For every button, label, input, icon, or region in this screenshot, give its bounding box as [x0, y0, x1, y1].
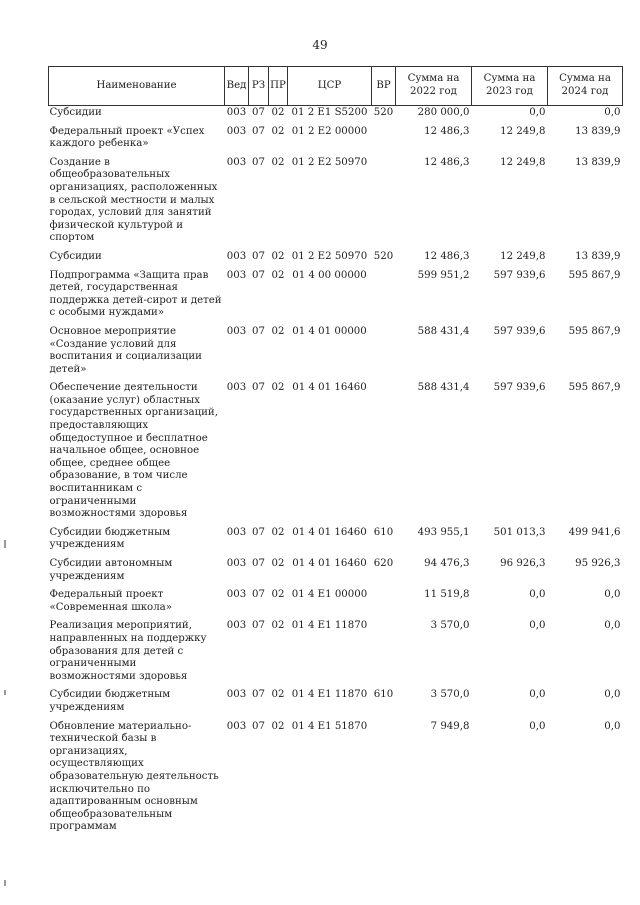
- cell-rz: 07: [252, 689, 265, 701]
- cell-ved: 003: [226, 620, 247, 632]
- page-number: 49: [312, 38, 328, 52]
- cell-csr: 01 4 01 00000: [292, 325, 367, 337]
- cell-vr: [372, 381, 396, 526]
- cell-sum-2023: 12 249,8: [500, 156, 546, 168]
- cell-name: Субсидии бюджетным учреждениям: [49, 526, 171, 551]
- cell-name: Основное мероприятие «Создание условий для воспитания и социализации детей»: [49, 325, 202, 375]
- cell-vr: [372, 588, 396, 619]
- cell-name: Субсидии бюджетным учреждениям: [49, 689, 171, 713]
- cell-pr: 02: [271, 382, 285, 394]
- table-body: [49, 106, 623, 839]
- table-row: [49, 269, 623, 325]
- budget-table: [48, 66, 623, 839]
- cell-sum-2024: 13 839,9: [575, 156, 621, 168]
- cell-vr: 520: [373, 107, 394, 118]
- table-row: [49, 619, 623, 688]
- cell-sum-2023: 12 249,8: [500, 125, 546, 137]
- scan-mark: [4, 540, 6, 548]
- cell-pr: 02: [271, 720, 285, 732]
- cell-sum-2024: 499 941,6: [568, 526, 621, 538]
- cell-sum-2022: 11 519,8: [424, 589, 470, 601]
- cell-rz: 07: [252, 156, 265, 168]
- cell-vr: 610: [373, 689, 394, 701]
- cell-sum-2023: 96 926,3: [500, 558, 546, 569]
- header-sum-2023: Сумма на 2023 год: [472, 67, 548, 106]
- cell-sum-2023: 501 013,3: [493, 526, 546, 538]
- cell-vr: [372, 156, 396, 250]
- cell-sum-2023: 0,0: [529, 620, 546, 632]
- cell-rz: 07: [252, 558, 265, 569]
- cell-rz: 07: [252, 269, 265, 281]
- cell-csr: 01 2 E2 50970: [291, 156, 368, 168]
- cell-pr: 02: [271, 526, 285, 538]
- cell-sum-2024: 0,0: [604, 107, 621, 118]
- cell-ved: 003: [226, 558, 247, 569]
- cell-pr: 02: [271, 125, 285, 137]
- cell-ved: 003: [226, 156, 247, 168]
- cell-sum-2023: 597 939,6: [493, 325, 546, 337]
- cell-csr: 01 4 E1 51870: [291, 720, 368, 732]
- cell-rz: 07: [252, 620, 265, 632]
- cell-rz: 07: [252, 382, 265, 394]
- cell-name: Федеральный проект «Современная школа»: [49, 589, 172, 613]
- cell-rz: 07: [252, 325, 265, 337]
- table-header-row: [49, 67, 623, 106]
- table-row: [49, 688, 623, 719]
- cell-pr: 02: [271, 620, 285, 632]
- cell-name: Обновление материально-технической базы в организациях, осуществляющих образовательную деятельность исключительно по адаптированным основным общеобразовательным программам: [49, 720, 219, 833]
- cell-csr: 01 4 01 16460: [292, 382, 367, 394]
- cell-name: Субсидии автономным учреждениям: [49, 558, 173, 582]
- cell-pr: 02: [271, 689, 285, 701]
- cell-vr: 610: [373, 526, 394, 538]
- table-row: [49, 526, 623, 557]
- cell-rz: 07: [252, 125, 265, 137]
- cell-csr: 01 4 E1 11870: [291, 620, 368, 632]
- cell-vr: 620: [373, 558, 394, 569]
- cell-vr: [372, 720, 396, 839]
- header-rz: РЗ: [249, 67, 269, 106]
- cell-csr: 01 4 E1 00000: [291, 589, 368, 601]
- cell-sum-2022: 7 949,8: [430, 720, 470, 732]
- cell-ved: 003: [226, 589, 247, 601]
- cell-rz: 07: [252, 720, 265, 732]
- cell-sum-2022: 94 476,3: [424, 558, 470, 569]
- cell-ved: 003: [226, 125, 247, 137]
- cell-sum-2024: 595 867,9: [568, 269, 621, 281]
- cell-ved: 003: [226, 382, 247, 394]
- cell-rz: 07: [252, 526, 265, 538]
- scan-mark: [4, 880, 6, 886]
- cell-sum-2022: 12 486,3: [424, 125, 470, 137]
- cell-sum-2023: 597 939,6: [493, 269, 546, 281]
- cell-sum-2022: 3 570,0: [430, 620, 470, 632]
- cell-csr: 01 4 01 16460: [292, 526, 367, 538]
- cell-sum-2024: 95 926,3: [575, 558, 621, 569]
- table-row: [49, 381, 623, 526]
- cell-sum-2023: 0,0: [529, 720, 546, 732]
- cell-sum-2022: 280 000,0: [417, 107, 470, 118]
- header-ved: Вед: [225, 67, 249, 106]
- cell-sum-2022: 588 431,4: [417, 382, 470, 394]
- cell-csr: 01 4 01 16460: [292, 558, 367, 569]
- cell-rz: 07: [252, 250, 265, 262]
- cell-vr: [372, 619, 396, 688]
- cell-sum-2022: 12 486,3: [424, 156, 470, 168]
- header-vr: ВР: [372, 67, 396, 106]
- cell-rz: 07: [252, 589, 265, 601]
- cell-sum-2024: 595 867,9: [568, 325, 621, 337]
- cell-pr: 02: [271, 558, 285, 569]
- cell-sum-2024: 13 839,9: [575, 125, 621, 137]
- cell-csr: 01 4 00 00000: [292, 269, 367, 281]
- table-row: [49, 588, 623, 619]
- cell-ved: 003: [226, 269, 247, 281]
- cell-csr: 01 4 E1 11870: [291, 689, 368, 701]
- table-row: [49, 125, 623, 156]
- cell-pr: 02: [271, 589, 285, 601]
- cell-vr: [372, 125, 396, 156]
- cell-name: Субсидии: [49, 250, 102, 262]
- header-name: Наименование: [49, 67, 225, 106]
- cell-vr: [372, 269, 396, 325]
- cell-vr: 520: [373, 250, 394, 262]
- cell-name: Федеральный проект «Успех каждого ребенка»: [49, 125, 205, 150]
- cell-ved: 003: [226, 689, 247, 701]
- cell-sum-2022: 3 570,0: [430, 689, 470, 701]
- cell-sum-2022: 493 955,1: [417, 526, 470, 538]
- cell-csr: 01 2 E2 00000: [291, 125, 368, 137]
- cell-name: Создание в общеобразовательных организациях, расположенных в сельской местности и малых городах, условий для занятий физической культурой и спортом: [49, 156, 218, 244]
- table-row: [49, 156, 623, 250]
- cell-sum-2024: 0,0: [604, 620, 621, 632]
- cell-sum-2024: 0,0: [604, 720, 621, 732]
- cell-csr: 01 2 E2 50970: [291, 250, 368, 262]
- cell-rz: 07: [252, 107, 265, 118]
- cell-sum-2023: 597 939,6: [493, 382, 546, 394]
- cell-pr: 02: [271, 156, 285, 168]
- table-row: [49, 720, 623, 839]
- cell-sum-2024: 0,0: [604, 689, 621, 701]
- cell-sum-2023: 0,0: [529, 589, 546, 601]
- header-sum-2022: Сумма на 2022 год: [396, 67, 472, 106]
- scan-mark: [4, 690, 6, 695]
- cell-ved: 003: [226, 107, 247, 118]
- cell-sum-2024: 595 867,9: [568, 382, 621, 394]
- table-row: [49, 325, 623, 381]
- cell-sum-2022: 599 951,2: [417, 269, 470, 281]
- cell-pr: 02: [271, 269, 285, 281]
- cell-ved: 003: [226, 720, 247, 732]
- cell-pr: 02: [271, 325, 285, 337]
- cell-name: Обеспечение деятельности (оказание услуг) областных государственных организаций, предоставляющих общедоступное и бесплатное начальное общее, основное общее, среднее общее образование, в том числе воспитанникам с ограниченными возможностями здоровья: [49, 382, 218, 520]
- table-row: [49, 106, 623, 125]
- table-row: [49, 250, 623, 269]
- table-row: [49, 557, 623, 588]
- cell-pr: 02: [271, 107, 285, 118]
- cell-sum-2024: 0,0: [604, 589, 621, 601]
- cell-ved: 003: [226, 526, 247, 538]
- header-pr: ПР: [269, 67, 288, 106]
- cell-sum-2022: 12 486,3: [424, 250, 470, 262]
- cell-csr: 01 2 E1 S5200: [291, 107, 368, 118]
- cell-vr: [372, 325, 396, 381]
- header-csr: ЦСР: [288, 67, 372, 106]
- header-sum-2024: Сумма на 2024 год: [548, 67, 623, 106]
- cell-sum-2023: 12 249,8: [500, 250, 546, 262]
- cell-name: Реализация мероприятий, направленных на поддержку образования для детей с ограниченными возможностями здоровья: [49, 620, 207, 682]
- cell-pr: 02: [271, 250, 285, 262]
- cell-name: Подпрограмма «Защита прав детей, государственная поддержка детей-сирот и детей с особыми нуждами»: [49, 269, 222, 319]
- cell-ved: 003: [226, 325, 247, 337]
- cell-ved: 003: [226, 250, 247, 262]
- cell-sum-2024: 13 839,9: [575, 250, 621, 262]
- cell-sum-2023: 0,0: [529, 689, 546, 701]
- cell-sum-2022: 588 431,4: [417, 325, 470, 337]
- cell-name: Субсидии: [49, 107, 102, 118]
- cell-sum-2023: 0,0: [529, 107, 546, 118]
